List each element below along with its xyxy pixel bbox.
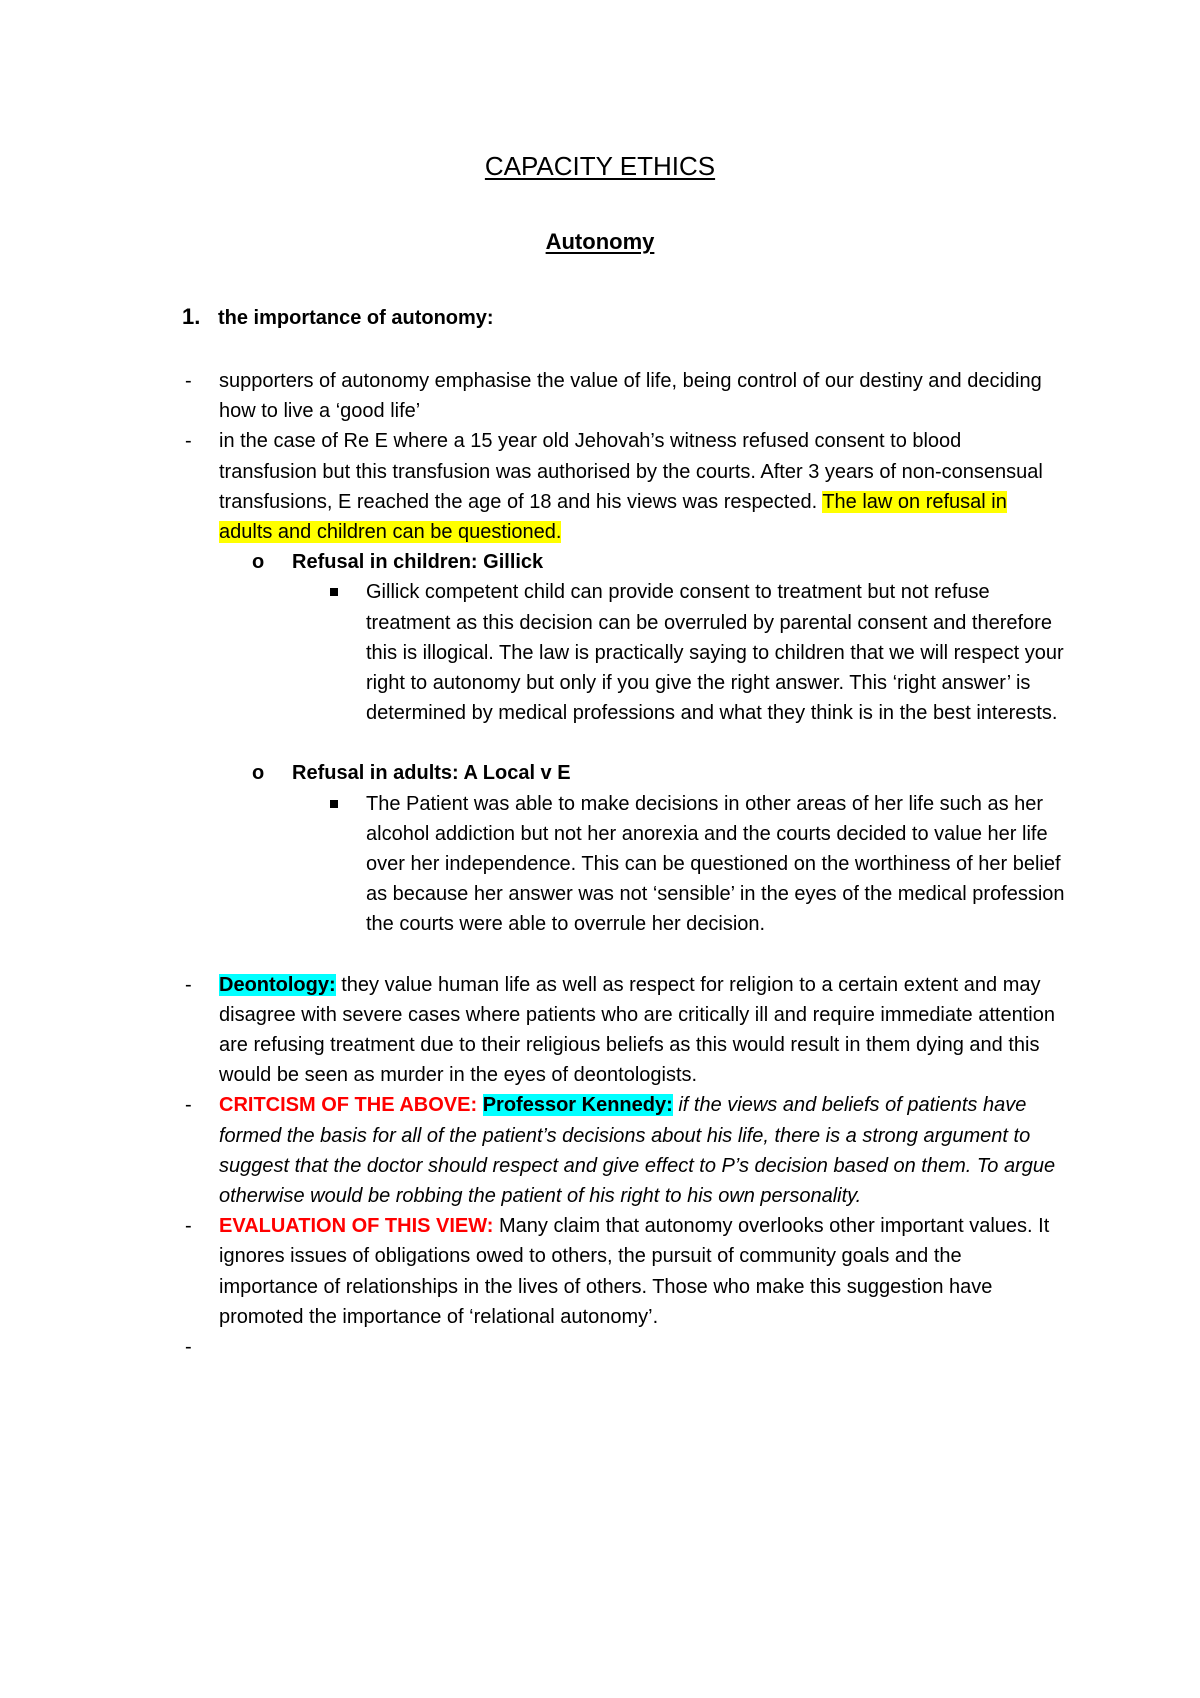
sub-heading-text: Refusal in children: Gillick: [292, 551, 544, 574]
spacer: [0, 728, 1200, 758]
square-bullet: [330, 588, 338, 596]
sub-heading-text: Refusal in adults: A Local v E: [292, 762, 571, 785]
evaluation-label: EVALUATION OF THIS VIEW:: [219, 1215, 494, 1238]
criticism-label: CRITCISM OF THE ABOVE:: [219, 1094, 478, 1117]
kennedy-label: Professor Kennedy:: [482, 1094, 673, 1117]
dash-marker: -: [185, 1094, 192, 1117]
sub-heading-children: [0, 547, 1052, 577]
section-number: 1.: [182, 304, 201, 329]
quote-text: if the views and beliefs of patients have formed the basis for all of the patient’s decisions about his life, there is a strong argument to suggest that the doctor should respect and give effect to P’s decision based on them. To argue otherwise would be robbing the patient of his right to his own personality.: [219, 1094, 1056, 1208]
sub-point-local-v-e: [0, 789, 1066, 940]
section-heading: [182, 302, 494, 333]
circle-bullet: o: [252, 551, 265, 574]
document-title: CAPACITY ETHICS: [484, 151, 716, 181]
document-subtitle: Autonomy: [545, 229, 655, 254]
paragraph-text: in the case of Re E where a 15 year old Jehovah’s witness refused consent to blood transfusion but this transfusion was authorised by the courts. After 3 years of non-consensual transfusions, E reached the age of 18 and his views was respected.: [219, 430, 1043, 513]
square-bullet: [330, 800, 338, 808]
paragraph-text: Many claim that autonomy overlooks other important values. It ignores issues of obligations owed to others, the pursuit of community goals and the importance of relationships in the lives of others. Those who make this suggestion have promoted the importance of ‘relational autonomy’.: [219, 1215, 1050, 1328]
sub-point-gillick: [0, 577, 1066, 728]
paragraph-text: The Patient was able to make decisions in other areas of her life such as her alcohol addiction but not her anorexia and the courts decided to value her life over her independence. This can be questioned on the worthiness of her belief as because her answer was not ‘sensible’ in the eyes of the medical profession the courts were able to overrule her decision.: [366, 792, 1065, 936]
list-item-supporters: [0, 366, 1059, 426]
spacer: [0, 940, 1200, 970]
list-item-deontology: [0, 970, 1059, 1091]
paragraph-text: Gillick competent child can provide consent to treatment but not refuse treatment as this decision can be overruled by parental consent and therefore this is illogical. The law is practically saying to children that we will respect your right to autonomy but only if you give the right answer. This ‘right answer’ is determined by medical professions and what they think is in the best interests.: [366, 581, 1064, 725]
document-body: [0, 366, 1200, 1362]
list-item-re-e: [0, 426, 1059, 547]
circle-bullet: o: [252, 762, 265, 785]
dash-marker: -: [185, 973, 192, 996]
dash-marker: -: [185, 370, 192, 392]
list-item-empty: [0, 1332, 1059, 1362]
sub-heading-adults: [0, 758, 1052, 788]
highlighted-text: The law on refusal in adults and children can be questioned.: [219, 490, 1007, 544]
paragraph-text: they value human life as well as respect for religion to a certain extent and may disagree with severe cases where patients who are critically ill and require immediate attention are refusing treatment due to their religious beliefs as this would result in them dying and this would be seen as murder in the eyes of deontologists.: [219, 973, 1055, 1087]
section-heading-text: the importance of autonomy:: [218, 307, 494, 329]
list-item-evaluation: [0, 1211, 1059, 1332]
dash-marker: -: [185, 430, 192, 453]
list-item-criticism: [0, 1090, 1059, 1211]
paragraph-text: supporters of autonomy emphasise the value of life, being control of our destiny and deciding how to live a ‘good life’: [219, 370, 1042, 423]
dash-marker: -: [185, 1336, 192, 1359]
dash-marker: -: [185, 1215, 192, 1238]
deontology-label: Deontology:: [219, 973, 336, 996]
